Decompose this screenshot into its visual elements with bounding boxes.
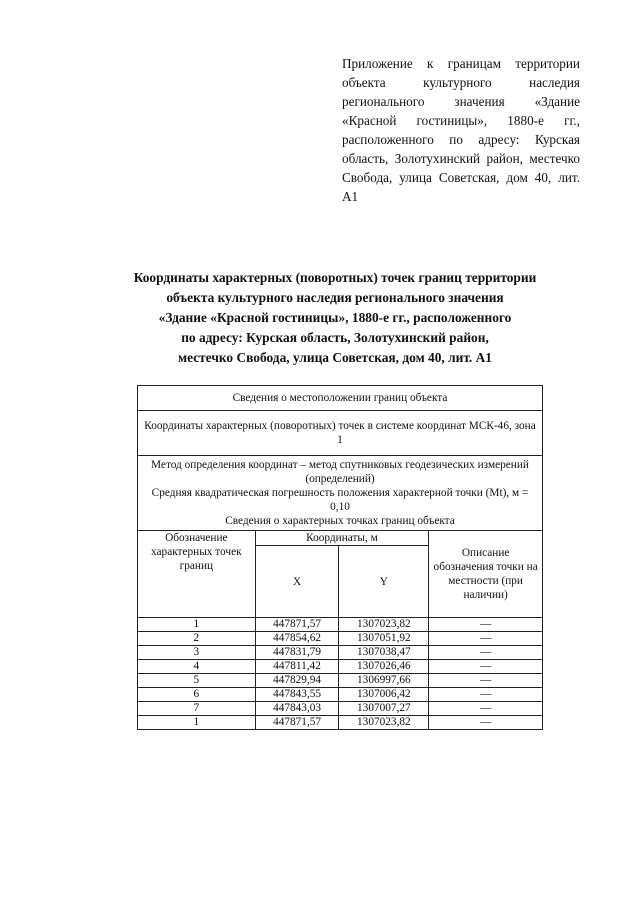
method-info: [138, 456, 543, 531]
table-row: [138, 688, 543, 702]
points-info-line: Сведения о характерных точках границ объекта: [225, 515, 455, 527]
point-number-cell: 2: [138, 632, 256, 646]
point-number-cell: 4: [138, 660, 256, 674]
title-line-5: местечко Свобода, улица Советская, дом 40, лит. А1: [177, 350, 492, 365]
x-coordinate-cell: 447871,57: [255, 716, 339, 730]
method-line: Метод определения координат – метод спутниковых геодезических измерений (определений): [151, 459, 529, 485]
table-header: Сведения о местоположении границ объекта: [138, 386, 543, 411]
description-cell: —: [429, 702, 543, 716]
x-coordinate-cell: 447811,42: [255, 660, 339, 674]
title-line-4: по адресу: Курская область, Золотухинский район,: [181, 330, 489, 345]
y-coordinate-cell: 1307038,47: [339, 646, 429, 660]
y-coordinate-cell: 1307051,92: [339, 632, 429, 646]
x-coordinate-cell: 447871,57: [255, 618, 339, 632]
description-cell: —: [429, 674, 543, 688]
col-description-header: Описание обозначения точки на местности (при наличии): [429, 531, 543, 618]
title-line-3: «Здание «Красной гостиницы», 1880-е гг., расположенного: [158, 310, 512, 325]
description-cell: —: [429, 646, 543, 660]
col-designation-header: Обозначение характерных точек границ: [138, 531, 256, 618]
description-cell: —: [429, 632, 543, 646]
point-number-cell: 1: [138, 618, 256, 632]
y-coordinate-cell: 1306997,66: [339, 674, 429, 688]
table-row: [138, 618, 543, 632]
point-number-cell: 3: [138, 646, 256, 660]
x-coordinate-cell: 447843,03: [255, 702, 339, 716]
x-coordinate-cell: 447831,79: [255, 646, 339, 660]
description-cell: —: [429, 688, 543, 702]
title-line-2: объекта культурного наследия регионального значения: [166, 290, 504, 305]
coordinates-table: [137, 385, 543, 730]
col-x-header: X: [255, 546, 339, 618]
col-coords-header: Координаты, м: [255, 531, 429, 546]
x-coordinate-cell: 447829,94: [255, 674, 339, 688]
appendix-note: Приложение к границам территории объекта культурного наследия регионального значения «Здание «Красной гостиницы», 1880-е гг., расположенного по адресу: Курская область, Золотухинский район, местечко Свобода, улица Советская, дом 40, лит. А1: [342, 56, 580, 204]
y-coordinate-cell: 1307007,27: [339, 702, 429, 716]
description-cell: —: [429, 716, 543, 730]
table-row: [138, 674, 543, 688]
y-coordinate-cell: 1307023,82: [339, 618, 429, 632]
y-coordinate-cell: 1307006,42: [339, 688, 429, 702]
description-cell: —: [429, 660, 543, 674]
col-y-header: Y: [339, 546, 429, 618]
description-cell: —: [429, 618, 543, 632]
title-line-1: Координаты характерных (поворотных) точек границ территории: [133, 270, 537, 285]
accuracy-line: Средняя квадратическая погрешность положения характерной точки (Mt), м = 0,10: [151, 487, 529, 513]
x-coordinate-cell: 447854,62: [255, 632, 339, 646]
document-title: [95, 268, 575, 368]
y-coordinate-cell: 1307023,82: [339, 716, 429, 730]
table-row: [138, 716, 543, 730]
table-row: [138, 646, 543, 660]
x-coordinate-cell: 447843,55: [255, 688, 339, 702]
table-row: [138, 660, 543, 674]
table-row: [138, 702, 543, 716]
y-coordinate-cell: 1307026,46: [339, 660, 429, 674]
point-number-cell: 6: [138, 688, 256, 702]
table-row: [138, 632, 543, 646]
point-number-cell: 5: [138, 674, 256, 688]
point-number-cell: 7: [138, 702, 256, 716]
coordinate-system: Координаты характерных (поворотных) точек в системе координат МСК-46, зона 1: [138, 411, 543, 456]
point-number-cell: 1: [138, 716, 256, 730]
